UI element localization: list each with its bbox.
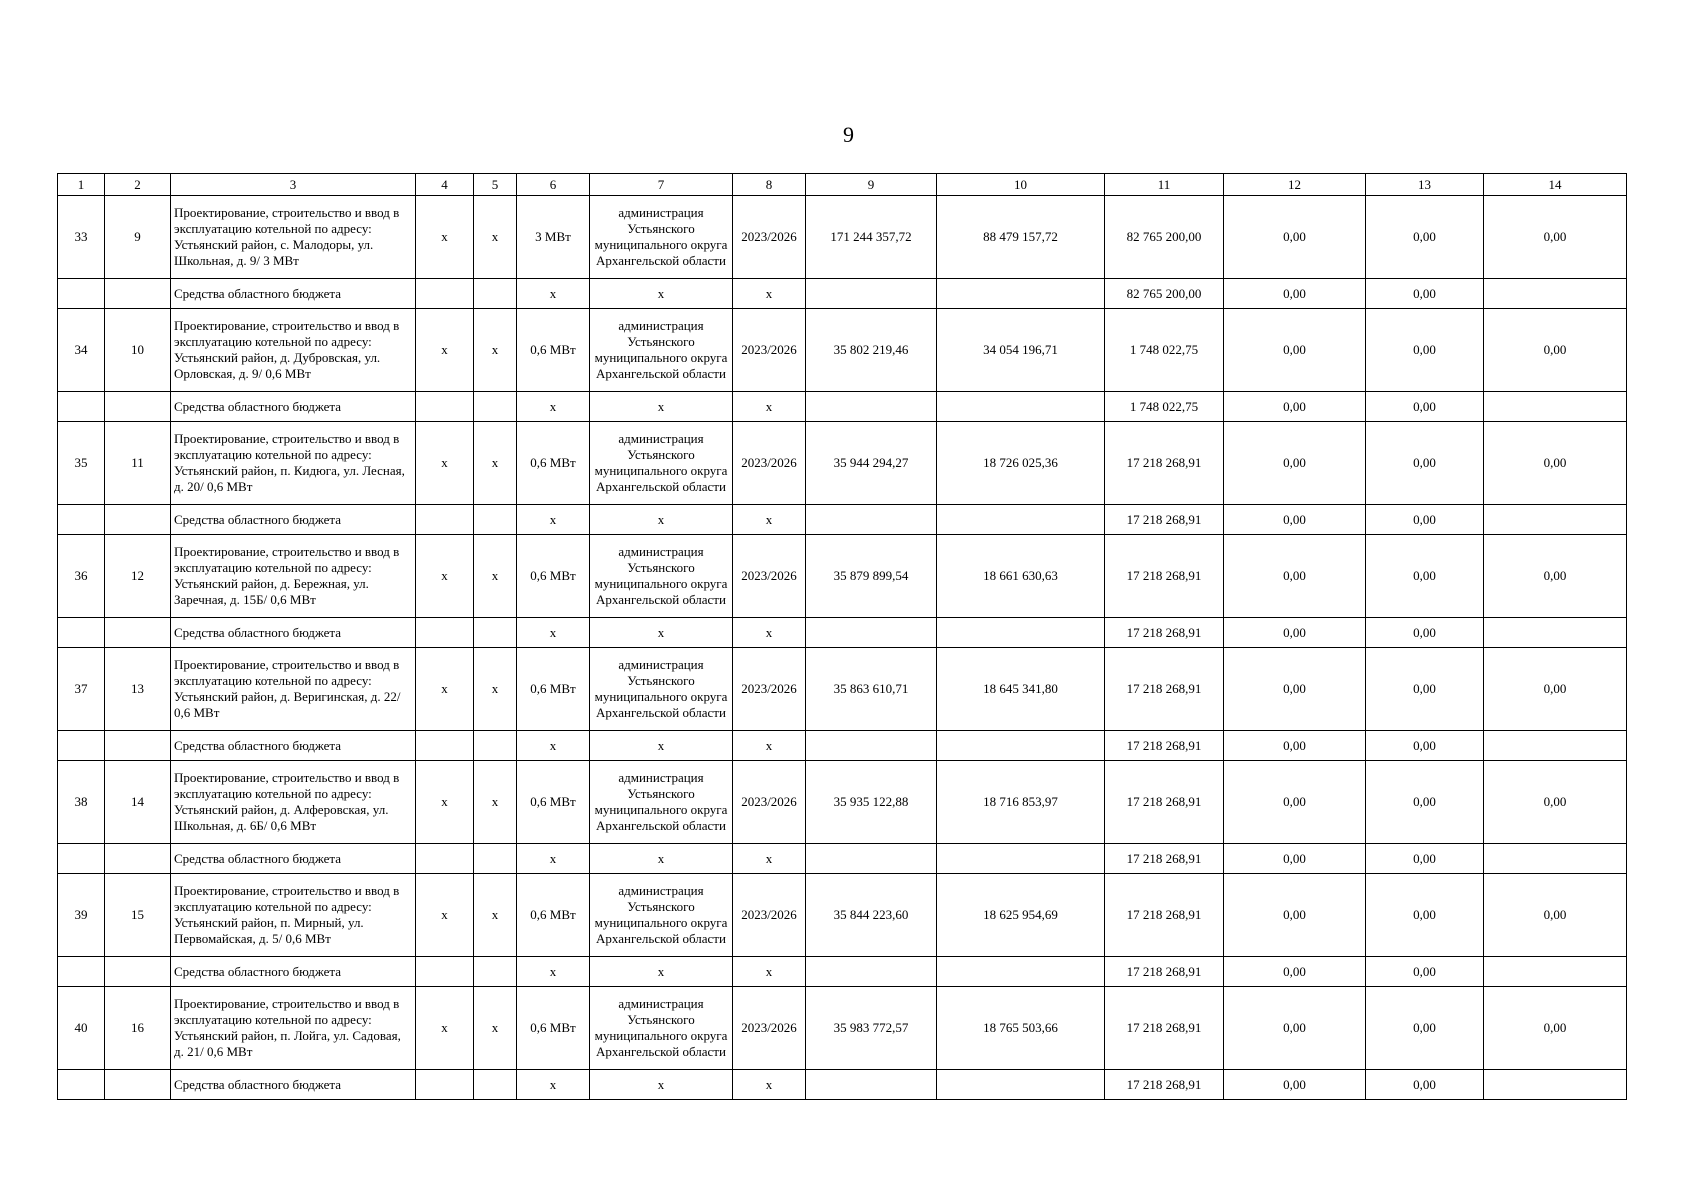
amount-col10: 18 645 341,80 [937, 648, 1105, 731]
project-row [58, 309, 1627, 392]
amount-col12: 0,00 [1224, 1070, 1366, 1100]
empty-cell [937, 392, 1105, 422]
empty-cell [416, 618, 474, 648]
project-description: Проектирование, строительство и ввод в эксплуатацию котельной по адресу: Устьянский район, с. Малодоры, ул. Школьная, д. 9/ 3 МВт [171, 196, 416, 279]
sub-number: 14 [105, 761, 171, 844]
cell-col6: х [517, 957, 590, 987]
period-cell: 2023/2026 [733, 648, 806, 731]
amount-col10: 18 661 630,63 [937, 535, 1105, 618]
empty-cell [105, 279, 171, 309]
cell-col6: х [517, 731, 590, 761]
cell-col8: х [733, 844, 806, 874]
amount-col10: 18 726 025,36 [937, 422, 1105, 505]
project-row [58, 987, 1627, 1070]
row-number: 35 [58, 422, 105, 505]
amount-col11: 17 218 268,91 [1105, 987, 1224, 1070]
column-header: 11 [1105, 174, 1224, 196]
owner-cell: администрация Устьянского муниципального округа Архангельской области [590, 874, 733, 957]
cell-col5: х [474, 874, 517, 957]
funding-label: Средства областного бюджета [171, 618, 416, 648]
cell-col8: х [733, 957, 806, 987]
amount-col12: 0,00 [1224, 535, 1366, 618]
cell-col5: х [474, 309, 517, 392]
amount-col10: 88 479 157,72 [937, 196, 1105, 279]
total-cost-cell: 35 983 772,57 [806, 987, 937, 1070]
amount-col11: 17 218 268,91 [1105, 648, 1224, 731]
amount-col14: 0,00 [1484, 535, 1627, 618]
amount-col12: 0,00 [1224, 987, 1366, 1070]
amount-col11: 17 218 268,91 [1105, 844, 1224, 874]
empty-cell [937, 844, 1105, 874]
funding-row [58, 1070, 1627, 1100]
project-row [58, 196, 1627, 279]
power-cell: 0,6 МВт [517, 422, 590, 505]
cell-col5: х [474, 196, 517, 279]
amount-col13: 0,00 [1366, 987, 1484, 1070]
cell-col4: х [416, 874, 474, 957]
empty-cell [58, 279, 105, 309]
funding-row [58, 505, 1627, 535]
empty-cell [105, 392, 171, 422]
cell-col6: х [517, 844, 590, 874]
funding-row [58, 392, 1627, 422]
empty-cell [806, 1070, 937, 1100]
funding-row [58, 844, 1627, 874]
cell-col5: х [474, 648, 517, 731]
column-header: 13 [1366, 174, 1484, 196]
empty-cell [474, 618, 517, 648]
empty-cell [474, 505, 517, 535]
amount-col10: 18 625 954,69 [937, 874, 1105, 957]
empty-cell [105, 731, 171, 761]
cell-col8: х [733, 618, 806, 648]
power-cell: 3 МВт [517, 196, 590, 279]
cell-col6: х [517, 392, 590, 422]
amount-col13: 0,00 [1366, 844, 1484, 874]
power-cell: 0,6 МВт [517, 761, 590, 844]
column-header: 1 [58, 174, 105, 196]
funding-row [58, 279, 1627, 309]
empty-cell [937, 1070, 1105, 1100]
cell-col5: х [474, 987, 517, 1070]
amount-col13: 0,00 [1366, 761, 1484, 844]
total-cost-cell: 171 244 357,72 [806, 196, 937, 279]
empty-cell [937, 505, 1105, 535]
empty-cell [416, 844, 474, 874]
cell-col8: х [733, 505, 806, 535]
empty-cell [806, 731, 937, 761]
amount-col13: 0,00 [1366, 309, 1484, 392]
funding-label: Средства областного бюджета [171, 731, 416, 761]
amount-col13: 0,00 [1366, 731, 1484, 761]
cell-col7: х [590, 731, 733, 761]
row-number: 34 [58, 309, 105, 392]
cell-col7: х [590, 618, 733, 648]
project-description: Проектирование, строительство и ввод в эксплуатацию котельной по адресу: Устьянский район, п. Кидюга, ул. Лесная, д. 20/ 0,6 МВт [171, 422, 416, 505]
owner-cell: администрация Устьянского муниципального округа Архангельской области [590, 761, 733, 844]
amount-col13: 0,00 [1366, 535, 1484, 618]
project-description: Проектирование, строительство и ввод в эксплуатацию котельной по адресу: Устьянский район, д. Веригинская, д. 22/ 0,6 МВт [171, 648, 416, 731]
column-header: 4 [416, 174, 474, 196]
column-header: 5 [474, 174, 517, 196]
column-header: 14 [1484, 174, 1627, 196]
project-row [58, 648, 1627, 731]
investment-table [57, 173, 1627, 1100]
amount-col11: 17 218 268,91 [1105, 1070, 1224, 1100]
total-cost-cell: 35 844 223,60 [806, 874, 937, 957]
empty-cell [58, 731, 105, 761]
owner-cell: администрация Устьянского муниципального округа Архангельской области [590, 422, 733, 505]
amount-col13: 0,00 [1366, 618, 1484, 648]
amount-col11: 17 218 268,91 [1105, 731, 1224, 761]
column-header: 3 [171, 174, 416, 196]
empty-cell [105, 1070, 171, 1100]
column-header: 7 [590, 174, 733, 196]
funding-label: Средства областного бюджета [171, 505, 416, 535]
empty-cell [58, 957, 105, 987]
amount-col13: 0,00 [1366, 422, 1484, 505]
amount-col12: 0,00 [1224, 422, 1366, 505]
empty-cell [1484, 392, 1627, 422]
amount-col13: 0,00 [1366, 1070, 1484, 1100]
empty-cell [416, 505, 474, 535]
power-cell: 0,6 МВт [517, 648, 590, 731]
empty-cell [474, 844, 517, 874]
period-cell: 2023/2026 [733, 196, 806, 279]
empty-cell [58, 844, 105, 874]
cell-col4: х [416, 535, 474, 618]
cell-col5: х [474, 422, 517, 505]
cell-col4: х [416, 648, 474, 731]
project-row [58, 874, 1627, 957]
amount-col14: 0,00 [1484, 987, 1627, 1070]
cell-col4: х [416, 422, 474, 505]
amount-col13: 0,00 [1366, 279, 1484, 309]
row-number: 40 [58, 987, 105, 1070]
cell-col6: х [517, 1070, 590, 1100]
sub-number: 16 [105, 987, 171, 1070]
empty-cell [806, 957, 937, 987]
amount-col11: 17 218 268,91 [1105, 874, 1224, 957]
column-header: 6 [517, 174, 590, 196]
funding-row [58, 731, 1627, 761]
row-number: 33 [58, 196, 105, 279]
amount-col13: 0,00 [1366, 648, 1484, 731]
empty-cell [58, 505, 105, 535]
empty-cell [937, 957, 1105, 987]
project-row [58, 535, 1627, 618]
project-description: Проектирование, строительство и ввод в эксплуатацию котельной по адресу: Устьянский район, п. Мирный, ул. Первомайская, д. 5/ 0,6 МВт [171, 874, 416, 957]
cell-col7: х [590, 957, 733, 987]
empty-cell [474, 279, 517, 309]
empty-cell [937, 279, 1105, 309]
amount-col13: 0,00 [1366, 874, 1484, 957]
amount-col12: 0,00 [1224, 309, 1366, 392]
sub-number: 9 [105, 196, 171, 279]
column-header: 10 [937, 174, 1105, 196]
amount-col11: 17 218 268,91 [1105, 422, 1224, 505]
empty-cell [1484, 505, 1627, 535]
amount-col12: 0,00 [1224, 279, 1366, 309]
period-cell: 2023/2026 [733, 874, 806, 957]
sub-number: 13 [105, 648, 171, 731]
header-row [58, 174, 1627, 196]
amount-col11: 82 765 200,00 [1105, 196, 1224, 279]
amount-col11: 17 218 268,91 [1105, 957, 1224, 987]
sub-number: 15 [105, 874, 171, 957]
empty-cell [105, 505, 171, 535]
amount-col12: 0,00 [1224, 196, 1366, 279]
amount-col14: 0,00 [1484, 874, 1627, 957]
empty-cell [1484, 957, 1627, 987]
empty-cell [416, 731, 474, 761]
row-number: 37 [58, 648, 105, 731]
cell-col8: х [733, 731, 806, 761]
period-cell: 2023/2026 [733, 987, 806, 1070]
empty-cell [1484, 279, 1627, 309]
cell-col5: х [474, 535, 517, 618]
cell-col7: х [590, 279, 733, 309]
page-number: 9 [843, 122, 854, 147]
funding-label: Средства областного бюджета [171, 957, 416, 987]
column-header: 2 [105, 174, 171, 196]
amount-col12: 0,00 [1224, 505, 1366, 535]
amount-col12: 0,00 [1224, 844, 1366, 874]
total-cost-cell: 35 879 899,54 [806, 535, 937, 618]
empty-cell [474, 731, 517, 761]
period-cell: 2023/2026 [733, 761, 806, 844]
period-cell: 2023/2026 [733, 422, 806, 505]
funding-label: Средства областного бюджета [171, 279, 416, 309]
amount-col10: 34 054 196,71 [937, 309, 1105, 392]
project-description: Проектирование, строительство и ввод в эксплуатацию котельной по адресу: Устьянский район, д. Дубровская, ул. Орловская, д. 9/ 0,6 МВт [171, 309, 416, 392]
amount-col11: 17 218 268,91 [1105, 761, 1224, 844]
cell-col6: х [517, 618, 590, 648]
sub-number: 10 [105, 309, 171, 392]
empty-cell [937, 731, 1105, 761]
funding-label: Средства областного бюджета [171, 1070, 416, 1100]
row-number: 38 [58, 761, 105, 844]
empty-cell [1484, 618, 1627, 648]
power-cell: 0,6 МВт [517, 535, 590, 618]
empty-cell [416, 279, 474, 309]
cell-col4: х [416, 761, 474, 844]
row-number: 36 [58, 535, 105, 618]
project-row [58, 422, 1627, 505]
amount-col12: 0,00 [1224, 648, 1366, 731]
amount-col13: 0,00 [1366, 505, 1484, 535]
amount-col11: 1 748 022,75 [1105, 392, 1224, 422]
table-body [58, 174, 1627, 1100]
amount-col12: 0,00 [1224, 761, 1366, 844]
amount-col11: 17 218 268,91 [1105, 505, 1224, 535]
sub-number: 12 [105, 535, 171, 618]
empty-cell [105, 618, 171, 648]
column-header: 12 [1224, 174, 1366, 196]
empty-cell [806, 618, 937, 648]
empty-cell [1484, 1070, 1627, 1100]
empty-cell [58, 618, 105, 648]
total-cost-cell: 35 863 610,71 [806, 648, 937, 731]
funding-label: Средства областного бюджета [171, 844, 416, 874]
period-cell: 2023/2026 [733, 309, 806, 392]
cell-col7: х [590, 1070, 733, 1100]
cell-col4: х [416, 196, 474, 279]
cell-col6: х [517, 279, 590, 309]
cell-col4: х [416, 987, 474, 1070]
owner-cell: администрация Устьянского муниципального округа Архангельской области [590, 535, 733, 618]
empty-cell [474, 957, 517, 987]
owner-cell: администрация Устьянского муниципального округа Архангельской области [590, 309, 733, 392]
amount-col13: 0,00 [1366, 196, 1484, 279]
amount-col13: 0,00 [1366, 392, 1484, 422]
total-cost-cell: 35 944 294,27 [806, 422, 937, 505]
empty-cell [806, 392, 937, 422]
empty-cell [1484, 731, 1627, 761]
project-description: Проектирование, строительство и ввод в эксплуатацию котельной по адресу: Устьянский район, п. Лойга, ул. Садовая, д. 21/ 0,6 МВт [171, 987, 416, 1070]
empty-cell [105, 844, 171, 874]
cell-col7: х [590, 392, 733, 422]
amount-col12: 0,00 [1224, 874, 1366, 957]
amount-col14: 0,00 [1484, 422, 1627, 505]
empty-cell [1484, 844, 1627, 874]
project-row [58, 761, 1627, 844]
power-cell: 0,6 МВт [517, 309, 590, 392]
row-number: 39 [58, 874, 105, 957]
empty-cell [806, 279, 937, 309]
total-cost-cell: 35 802 219,46 [806, 309, 937, 392]
owner-cell: администрация Устьянского муниципального округа Архангельской области [590, 196, 733, 279]
funding-row [58, 618, 1627, 648]
sub-number: 11 [105, 422, 171, 505]
cell-col6: х [517, 505, 590, 535]
owner-cell: администрация Устьянского муниципального округа Архангельской области [590, 648, 733, 731]
amount-col14: 0,00 [1484, 761, 1627, 844]
amount-col12: 0,00 [1224, 957, 1366, 987]
project-description: Проектирование, строительство и ввод в эксплуатацию котельной по адресу: Устьянский район, д. Алферовская, ул. Школьная, д. 6Б/ 0,6 МВт [171, 761, 416, 844]
cell-col8: х [733, 1070, 806, 1100]
empty-cell [806, 505, 937, 535]
amount-col12: 0,00 [1224, 392, 1366, 422]
empty-cell [416, 1070, 474, 1100]
amount-col12: 0,00 [1224, 731, 1366, 761]
empty-cell [474, 392, 517, 422]
empty-cell [58, 1070, 105, 1100]
empty-cell [474, 1070, 517, 1100]
amount-col14: 0,00 [1484, 196, 1627, 279]
period-cell: 2023/2026 [733, 535, 806, 618]
amount-col10: 18 716 853,97 [937, 761, 1105, 844]
amount-col12: 0,00 [1224, 618, 1366, 648]
empty-cell [806, 844, 937, 874]
cell-col5: х [474, 761, 517, 844]
column-header: 8 [733, 174, 806, 196]
amount-col11: 17 218 268,91 [1105, 535, 1224, 618]
column-header: 9 [806, 174, 937, 196]
amount-col11: 17 218 268,91 [1105, 618, 1224, 648]
amount-col10: 18 765 503,66 [937, 987, 1105, 1070]
empty-cell [937, 618, 1105, 648]
power-cell: 0,6 МВт [517, 987, 590, 1070]
empty-cell [58, 392, 105, 422]
owner-cell: администрация Устьянского муниципального округа Архангельской области [590, 987, 733, 1070]
funding-label: Средства областного бюджета [171, 392, 416, 422]
amount-col14: 0,00 [1484, 648, 1627, 731]
cell-col8: х [733, 392, 806, 422]
cell-col7: х [590, 505, 733, 535]
empty-cell [416, 957, 474, 987]
cell-col8: х [733, 279, 806, 309]
amount-col13: 0,00 [1366, 957, 1484, 987]
empty-cell [416, 392, 474, 422]
empty-cell [105, 957, 171, 987]
total-cost-cell: 35 935 122,88 [806, 761, 937, 844]
power-cell: 0,6 МВт [517, 874, 590, 957]
amount-col14: 0,00 [1484, 309, 1627, 392]
amount-col11: 82 765 200,00 [1105, 279, 1224, 309]
cell-col4: х [416, 309, 474, 392]
project-description: Проектирование, строительство и ввод в эксплуатацию котельной по адресу: Устьянский район, д. Бережная, ул. Заречная, д. 15Б/ 0,6 МВт [171, 535, 416, 618]
cell-col7: х [590, 844, 733, 874]
amount-col11: 1 748 022,75 [1105, 309, 1224, 392]
funding-row [58, 957, 1627, 987]
